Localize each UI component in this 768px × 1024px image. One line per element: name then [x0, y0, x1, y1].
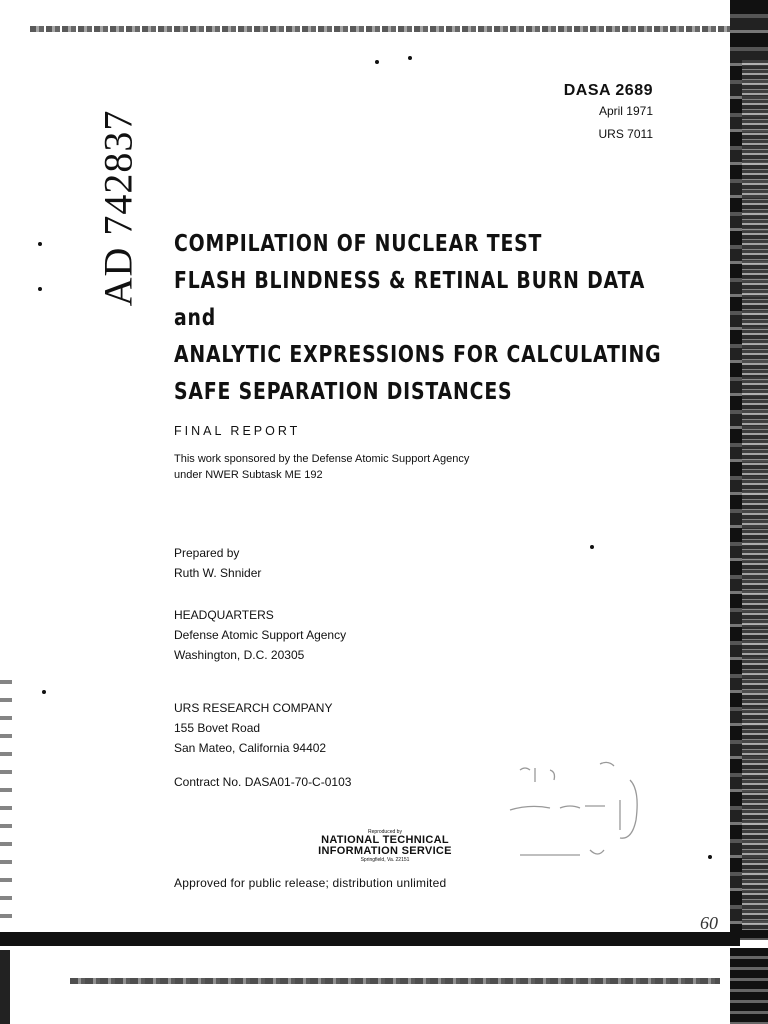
sponsor-line: This work sponsored by the Defense Atomic Support Agency	[174, 453, 470, 465]
report-type: FINAL REPORT	[174, 424, 301, 438]
scan-border-bottom-secondary	[70, 978, 720, 984]
report-date: April 1971	[598, 104, 653, 118]
faint-stamp-mark	[490, 760, 670, 860]
scan-speck	[42, 690, 46, 694]
distribution-statement: Approved for public release; distribution unlimited	[174, 876, 447, 890]
document-title	[174, 226, 662, 411]
ntis-stamp	[300, 829, 470, 863]
scan-corner-bottom-right	[730, 948, 768, 1024]
scan-speck	[375, 60, 379, 64]
title-line: COMPILATION OF NUCLEAR TEST	[174, 231, 543, 257]
scan-border-left	[0, 680, 12, 930]
scan-border-top	[30, 26, 730, 32]
urs-number: URS 7011	[598, 127, 653, 141]
ad-accession-number-text: AD 742837	[95, 109, 141, 307]
scan-speck	[708, 855, 712, 859]
scan-border-bottom	[0, 932, 740, 946]
scan-speck	[590, 545, 594, 549]
stamp-reproduced-by: Reproduced by	[368, 829, 402, 835]
title-line: and	[174, 305, 217, 331]
stamp-line-2: INFORMATION SERVICE	[318, 845, 452, 857]
scan-corner-bottom-left	[0, 950, 10, 1024]
ad-accession-number	[88, 98, 148, 318]
contract-number: Contract No. DASA01-70-C-0103	[174, 775, 352, 789]
title-line: ANALYTIC EXPRESSIONS FOR CALCULATING	[174, 342, 662, 368]
scan-border-right-texture	[742, 60, 768, 930]
company-line: San Mateo, California 94402	[174, 741, 327, 755]
hq-line: Defense Atomic Support Agency	[174, 628, 347, 642]
company-block	[174, 698, 332, 758]
scan-speck	[38, 287, 42, 291]
author-name: Ruth W. Shnider	[174, 566, 262, 580]
company-line: URS RESEARCH COMPANY	[174, 701, 333, 715]
report-number: DASA 2689	[563, 82, 653, 99]
scan-speck	[38, 242, 42, 246]
prepared-by-label: Prepared by	[174, 546, 240, 560]
scan-speck	[408, 56, 412, 60]
hq-line: Washington, D.C. 20305	[174, 648, 305, 662]
title-line: FLASH BLINDNESS & RETINAL BURN DATA	[174, 268, 646, 294]
company-line: 155 Bovet Road	[174, 721, 261, 735]
sponsor-statement	[174, 451, 574, 483]
headquarters-block	[174, 605, 346, 665]
title-line: SAFE SEPARATION DISTANCES	[174, 379, 513, 405]
stamp-line-1: NATIONAL TECHNICAL	[321, 834, 449, 846]
hq-line: HEADQUARTERS	[174, 608, 274, 622]
prepared-by-block	[174, 543, 261, 583]
sponsor-line: under NWER Subtask ME 192	[174, 469, 323, 481]
handwritten-page-mark: 60	[700, 913, 718, 933]
stamp-address: Springfield, Va. 22151	[360, 857, 410, 863]
